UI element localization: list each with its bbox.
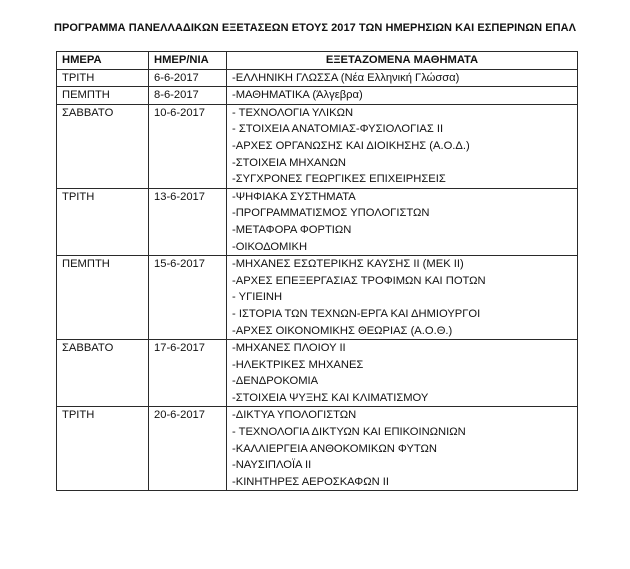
subject-item: -ΝΑΥΣΙΠΛΟΪΑ ΙΙ bbox=[232, 459, 312, 472]
cell-date: 13-6-2017 bbox=[149, 188, 227, 255]
subject-item: -ΨΗΦΙΑΚΑ ΣΥΣΤΗΜΑΤΑ bbox=[232, 190, 356, 203]
subject-item: -ΑΡΧΕΣ ΟΙΚΟΝΟΜΙΚΗΣ ΘΕΩΡΙΑΣ (Α.Ο.Θ.) bbox=[232, 324, 453, 337]
subject-item: -ΣΤΟΙΧΕΙΑ ΨΥΞΗΣ ΚΑΙ ΚΛΙΜΑΤΙΣΜΟΥ bbox=[232, 391, 429, 404]
subject-item: - ΤΕΧΝΟΛΟΓΙΑ ΥΛΙΚΩΝ bbox=[232, 106, 354, 119]
cell-day: ΣΑΒΒΑΤΟ bbox=[57, 340, 149, 407]
subject-item: -ΟΙΚΟΔΟΜΙΚΗ bbox=[232, 240, 308, 253]
cell-day: ΠΕΜΠΤΗ bbox=[57, 256, 149, 340]
subject-item: -ΑΡΧΕΣ ΕΠΕΞΕΡΓΑΣΙΑΣ ΤΡΟΦΙΜΩΝ ΚΑΙ ΠΟΤΩΝ bbox=[232, 274, 486, 287]
cell-day: ΤΡΙΤΗ bbox=[57, 188, 149, 255]
table-row bbox=[57, 407, 578, 491]
subject-item: - ΙΣΤΟΡΙΑ ΤΩΝ ΤΕΧΝΩΝ-ΕΡΓΑ ΚΑΙ ΔΗΜΙΟΥΡΓΟΙ bbox=[232, 307, 481, 320]
cell-day: ΤΡΙΤΗ bbox=[57, 69, 149, 87]
cell-subjects bbox=[227, 407, 578, 491]
cell-date: 15-6-2017 bbox=[149, 256, 227, 340]
table-row bbox=[57, 188, 578, 255]
subject-item: -ΕΛΛΗΝΙΚΗ ΓΛΩΣΣΑ (Νέα Ελληνική Γλώσσα) bbox=[232, 71, 460, 84]
subject-item: -ΗΛΕΚΤΡΙΚΕΣ ΜΗΧΑΝΕΣ bbox=[232, 358, 364, 371]
subject-item: -ΔΙΚΤΥΑ ΥΠΟΛΟΓΙΣΤΩΝ bbox=[232, 409, 357, 422]
subject-item: -ΑΡΧΕΣ ΟΡΓΑΝΩΣΗΣ ΚΑΙ ΔΙΟΙΚΗΣΗΣ (Α.Ο.Δ.) bbox=[232, 139, 470, 152]
subject-item: -ΜΗΧΑΝΕΣ ΠΛΟΙΟΥ ΙΙ bbox=[232, 342, 346, 355]
subject-item: - ΣΤΟΙΧΕΙΑ ΑΝΑΤΟΜΙΑΣ-ΦΥΣΙΟΛΟΓΙΑΣ ΙΙ bbox=[232, 123, 444, 136]
column-header-day: ΗΜΕΡΑ bbox=[57, 52, 149, 70]
cell-date: 20-6-2017 bbox=[149, 407, 227, 491]
cell-subjects bbox=[227, 256, 578, 340]
cell-day: ΠΕΜΠΤΗ bbox=[57, 87, 149, 105]
table-row bbox=[57, 256, 578, 340]
table-header-row bbox=[57, 52, 578, 70]
subject-item: -ΠΡΟΓΡΑΜΜΑΤΙΣΜΟΣ ΥΠΟΛΟΓΙΣΤΩΝ bbox=[232, 207, 430, 220]
column-header-date: ΗΜΕΡ/ΝΙΑ bbox=[149, 52, 227, 70]
cell-day: ΤΡΙΤΗ bbox=[57, 407, 149, 491]
subject-item: -ΣΥΓΧΡΟΝΕΣ ΓΕΩΡΓΙΚΕΣ ΕΠΙΧΕΙΡΗΣΕΙΣ bbox=[232, 173, 446, 186]
cell-subjects bbox=[227, 104, 578, 188]
subject-item: -ΚΙΝΗΤΗΡΕΣ ΑΕΡΟΣΚΑΦΩΝ ΙΙ bbox=[232, 475, 389, 488]
table-row bbox=[57, 104, 578, 188]
table-body bbox=[57, 69, 578, 491]
subject-item: -ΜΕΤΑΦΟΡΑ ΦΟΡΤΙΩΝ bbox=[232, 223, 352, 236]
subject-item: -ΔΕΝΔΡΟΚΟΜΙΑ bbox=[232, 375, 319, 388]
cell-date: 8-6-2017 bbox=[149, 87, 227, 105]
subject-item: -ΚΑΛΛΙΕΡΓΕΙΑ ΑΝΘΟΚΟΜΙΚΩΝ ΦΥΤΩΝ bbox=[232, 442, 437, 455]
exam-schedule-table bbox=[56, 51, 578, 491]
table-row bbox=[57, 87, 578, 105]
cell-date: 6-6-2017 bbox=[149, 69, 227, 87]
cell-day: ΣΑΒΒΑΤΟ bbox=[57, 104, 149, 188]
subject-item: -ΜΗΧΑΝΕΣ ΕΣΩΤΕΡΙΚΗΣ ΚΑΥΣΗΣ ΙΙ (ΜΕΚ ΙΙ) bbox=[232, 258, 464, 271]
subject-item: - ΥΓΙΕΙΝΗ bbox=[232, 291, 283, 304]
subject-item: -ΜΑΘΗΜΑΤΙΚΑ (Άλγεβρα) bbox=[232, 89, 363, 102]
cell-subjects bbox=[227, 188, 578, 255]
cell-subjects bbox=[227, 340, 578, 407]
cell-subjects bbox=[227, 87, 578, 105]
cell-date: 17-6-2017 bbox=[149, 340, 227, 407]
subject-item: - ΤΕΧΝΟΛΟΓΙΑ ΔΙΚΤΥΩΝ ΚΑΙ ΕΠΙΚΟΙΝΩΝΙΩΝ bbox=[232, 426, 466, 439]
subject-item: -ΣΤΟΙΧΕΙΑ ΜΗΧΑΝΩΝ bbox=[232, 156, 346, 169]
document-title: ΠΡΟΓΡΑΜΜΑ ΠΑΝΕΛΛΑΔΙΚΩΝ ΕΞΕΤΑΣΕΩΝ ΕΤΟΥΣ 2017 ΤΩΝ ΗΜΕΡΗΣΙΩΝ ΚΑΙ ΕΣΠΕΡΙΝΩΝ ΕΠΑΛ bbox=[53, 22, 576, 34]
table-row bbox=[57, 69, 578, 87]
cell-date: 10-6-2017 bbox=[149, 104, 227, 188]
cell-subjects bbox=[227, 69, 578, 87]
table-row bbox=[57, 340, 578, 407]
column-header-subjects: ΕΞΕΤΑΖΟΜΕΝΑ ΜΑΘΗΜΑΤΑ bbox=[227, 52, 578, 70]
